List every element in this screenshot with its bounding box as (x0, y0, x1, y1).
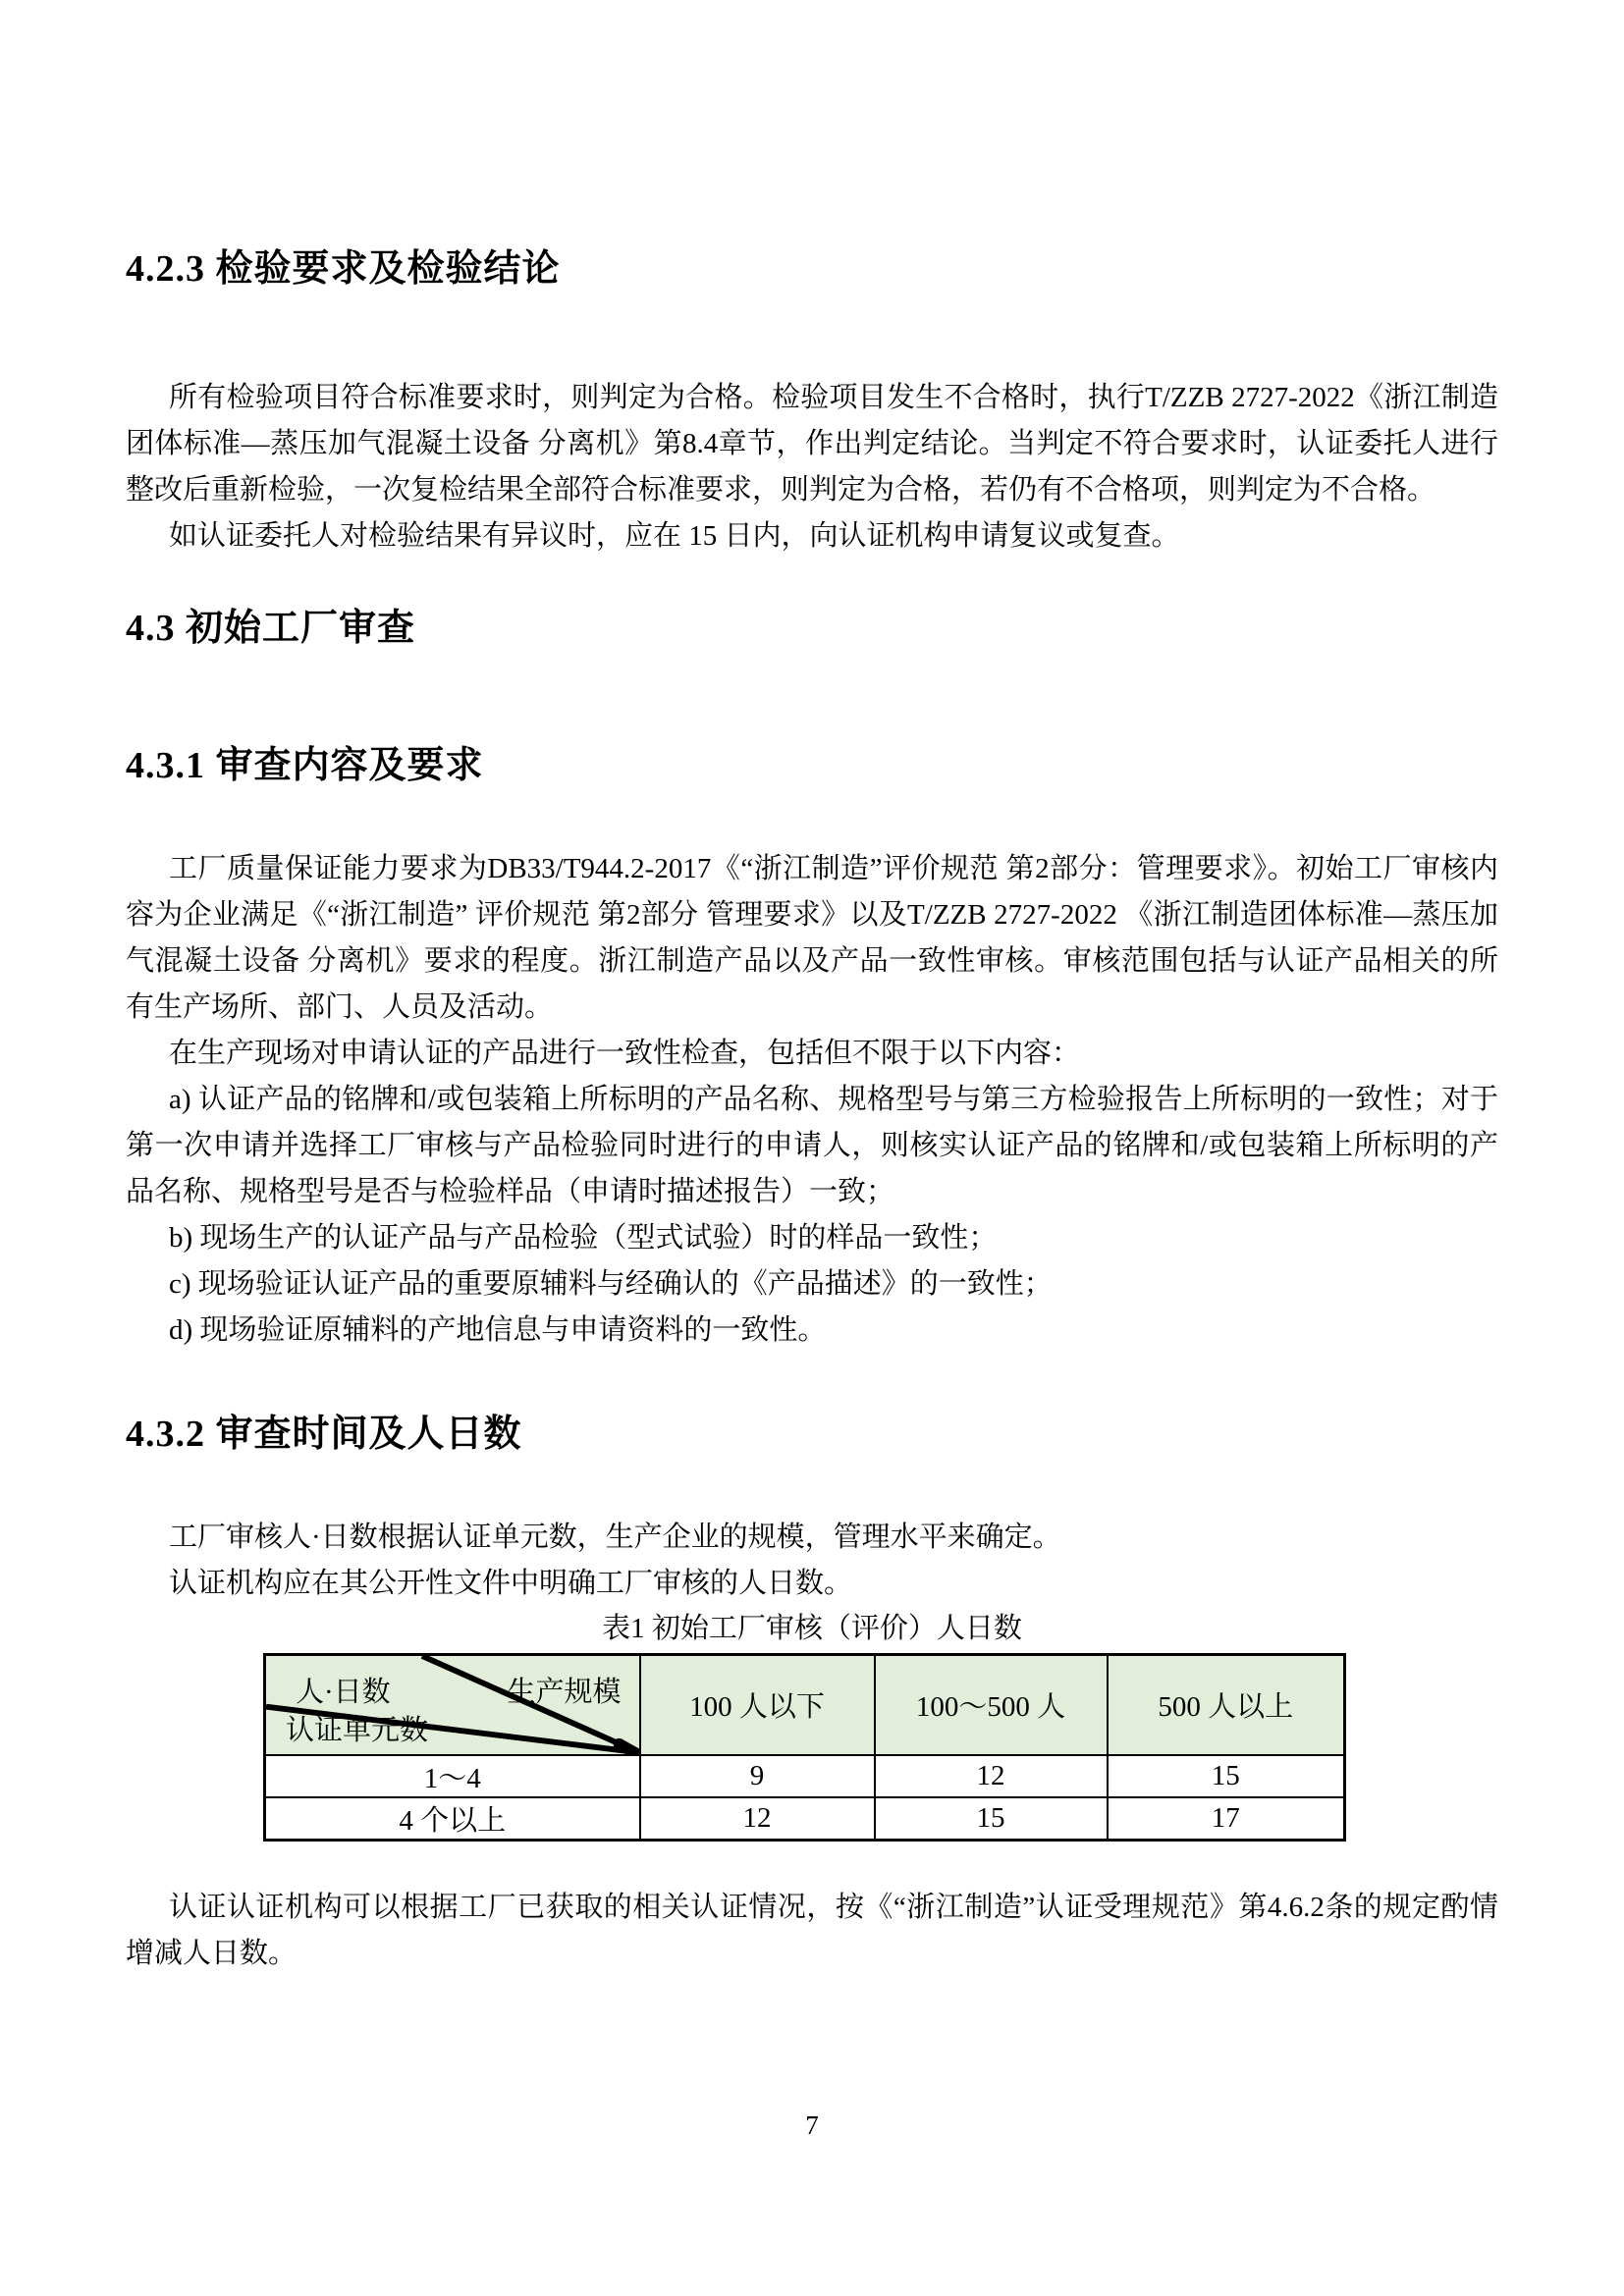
table-row-units-over-4 (265, 1797, 1345, 1841)
heading-4-2-3: 4.2.3 检验要求及检验结论 (126, 248, 561, 290)
document-content (126, 0, 1498, 1977)
list-item-a: a) 认证产品的铭牌和/或包装箱上所标明的产品名称、规格型号与第三方检验报告上所标明的一致性；对于第一次申请并选择工厂审核与产品检验同时进行的申请人，则核实认证产品的铭牌和/或包装箱上所标明的产品名称、规格型号是否与检验样品（申请时描述报告）一致； (126, 1084, 1498, 1207)
table-row-units-1-4 (265, 1755, 1345, 1797)
heading-4-3-1: 4.3.1 审查内容及要求 (126, 745, 484, 786)
row-label: 4 个以上 (265, 1797, 640, 1841)
paragraph-days-rule: 工厂审核人·日数根据认证单元数，生产企业的规模，管理水平来确定。 (169, 1522, 1061, 1553)
cell-value: 12 (640, 1797, 875, 1841)
list-item-c: c) 现场验证认证产品的重要原辅料与经确认的《产品描述》的一致性； (169, 1268, 1053, 1300)
paragraph-audit-content: 工厂质量保证能力要求为DB33/T944.2-2017《“浙江制造”评价规范 第2部分：管理要求》。初始工厂审核内容为企业满足《“浙江制造” 评价规范 第2部分 管理要求》以及T/ZZB 2727-2022 《浙江制造团体标准—蒸压加气混凝土设备 分离机》要求的程度。浙江制造产品以及产品一致性审核。审核范围包括与认证产品相关的所有生产场所、部门、人员及活动。 (126, 853, 1498, 1023)
cell-value: 12 (875, 1755, 1108, 1797)
cell-value: 15 (875, 1797, 1108, 1841)
table-corner-cell (265, 1655, 640, 1755)
corner-label-person-days: 人·日数 (296, 1677, 391, 1708)
table-col-header-under100: 100 人以下 (640, 1655, 875, 1755)
paragraph-adjustment-note: 认证认证机构可以根据工厂已获取的相关认证情况，按《“浙江制造”认证受理规范》第4.6.2条的规定酌情增减人日数。 (126, 1891, 1498, 1969)
paragraph-days-publicity: 认证机构应在其公开性文件中明确工厂审核的人日数。 (169, 1568, 853, 1599)
cell-value: 15 (1108, 1755, 1345, 1797)
paragraph-consistency-intro: 在生产现场对申请认证的产品进行一致性检查，包括但不限于以下内容： (169, 1038, 1081, 1069)
paragraph-inspection-objection: 如认证委托人对检验结果有异议时，应在 15 日内，向认证机构申请复议或复查。 (169, 520, 1180, 552)
table-header-row (265, 1655, 1345, 1755)
paragraph-inspection-requirements: 所有检验项目符合标准要求时，则判定为合格。检验项目发生不合格时，执行T/ZZB 2727-2022《浙江制造团体标准—蒸压加气混凝土设备 分离机》第8.4章节，作出判定结论。当判定不符合要求时，认证委托人进行整改后重新检验，一次复检结果全部符合标准要求，则判定为合格，若仍有不合格项，则判定为不合格。 (126, 382, 1498, 506)
audit-days-table (263, 1653, 1346, 1842)
table1-caption: 表1 初始工厂审核（评价）人日数 (602, 1613, 1022, 1644)
cell-value: 17 (1108, 1797, 1345, 1841)
table-col-header-100to500: 100～500 人 (875, 1655, 1108, 1755)
row-label: 1～4 (265, 1755, 640, 1797)
corner-label-cert-units: 认证单元数 (286, 1714, 429, 1746)
corner-label-production-scale: 生产规模 (507, 1677, 622, 1708)
table-col-header-over500: 500 人以上 (1108, 1655, 1345, 1755)
cell-value: 9 (640, 1755, 875, 1797)
page-number: 7 (805, 2110, 819, 2140)
list-item-b: b) 现场生产的认证产品与产品检验（型式试验）时的样品一致性； (169, 1222, 998, 1254)
heading-4-3-2: 4.3.2 审查时间及人日数 (126, 1414, 522, 1455)
heading-4-3: 4.3 初始工厂审查 (126, 608, 416, 649)
list-item-d: d) 现场验证原辅料的产地信息与申请资料的一致性。 (169, 1314, 827, 1346)
